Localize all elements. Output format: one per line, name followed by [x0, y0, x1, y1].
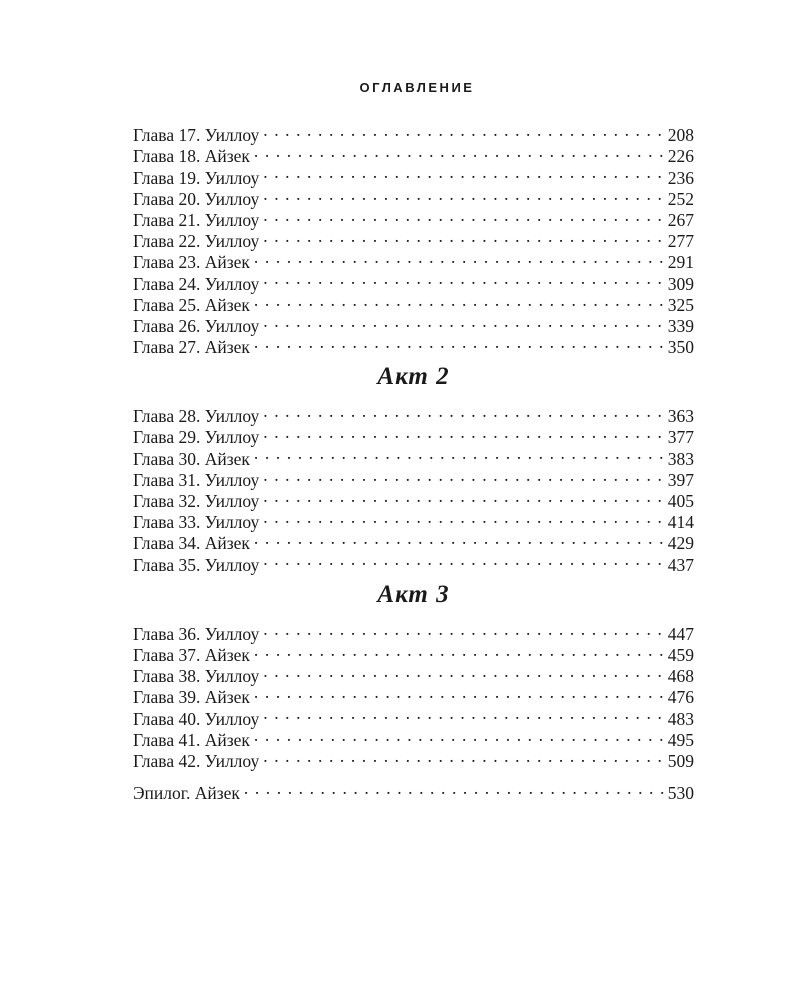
- toc-entry-label: Глава 34. Айзек: [133, 533, 250, 554]
- dot-leader: [254, 247, 664, 268]
- toc-entry-label: Глава 41. Айзек: [133, 729, 250, 750]
- dot-leader: [254, 443, 664, 464]
- dot-leader: [263, 661, 664, 682]
- toc-entry-page: 350: [667, 337, 694, 358]
- dot-leader: [254, 640, 664, 661]
- dot-leader: [244, 778, 664, 799]
- toc-entry-page: 339: [667, 315, 694, 336]
- toc-section-part-1: [133, 120, 694, 358]
- toc-entry-page: 267: [667, 209, 694, 230]
- toc-entry-label: Глава 42. Уиллоу: [133, 750, 260, 771]
- toc-entry[interactable]: [133, 120, 694, 146]
- toc-entry-page: 405: [667, 491, 694, 511]
- dot-leader: [263, 120, 664, 141]
- dot-leader: [254, 725, 664, 746]
- toc-entry-label: Глава 25. Айзек: [133, 294, 250, 315]
- toc-entry[interactable]: [133, 619, 694, 644]
- toc-entry-page: 397: [667, 469, 694, 490]
- toc-entry-page: 236: [667, 167, 694, 188]
- dot-leader: [263, 401, 664, 422]
- dot-leader: [254, 332, 664, 353]
- toc-entry-label: Глава 26. Уиллоу: [133, 315, 260, 336]
- dot-leader: [263, 703, 664, 724]
- toc-entry-page: 483: [667, 708, 694, 729]
- toc-entry-label: Глава 21. Уиллоу: [133, 209, 260, 230]
- toc-entry-label: Глава 18. Айзек: [133, 146, 250, 167]
- toc-entry-label: Глава 32. Уиллоу: [133, 491, 260, 511]
- act-heading: Акт 3: [377, 580, 450, 608]
- toc-entry-page: 429: [667, 533, 694, 554]
- toc-entry-page: 476: [667, 687, 694, 708]
- toc-entry-label: Глава 37. Айзек: [133, 644, 250, 665]
- dot-leader: [254, 682, 664, 703]
- dot-leader: [263, 311, 664, 332]
- toc-entry-page: 447: [667, 623, 694, 644]
- toc-entry-label: Глава 33. Уиллоу: [133, 512, 260, 533]
- toc-entry-page: 226: [667, 146, 694, 167]
- page-title: ОГЛАВЛЕНИЕ: [359, 80, 475, 95]
- dot-leader: [263, 549, 664, 570]
- dot-leader: [263, 162, 664, 183]
- dot-leader: [263, 619, 664, 640]
- toc-entry-page: 437: [667, 554, 694, 575]
- toc-entry-label: Глава 29. Уиллоу: [133, 427, 260, 448]
- toc-entry-label: Глава 19. Уиллоу: [133, 167, 260, 188]
- toc-entry-page: 208: [667, 125, 694, 146]
- dot-leader: [263, 205, 664, 226]
- toc-entry-label: Глава 28. Уиллоу: [133, 406, 260, 427]
- dot-leader: [263, 486, 664, 507]
- toc-entry-label: Глава 17. Уиллоу: [133, 125, 260, 146]
- act-heading: Акт 2: [377, 363, 450, 391]
- toc-entry-page: 363: [667, 406, 694, 427]
- dot-leader: [263, 268, 664, 289]
- dot-leader: [263, 465, 664, 486]
- toc-entry-page: 277: [667, 231, 694, 252]
- toc-entry-label: Глава 35. Уиллоу: [133, 554, 260, 575]
- toc-entry-label: Глава 27. Айзек: [133, 337, 250, 358]
- dot-leader: [254, 141, 664, 162]
- toc-entry-label: Глава 39. Айзек: [133, 687, 250, 708]
- toc-entry-page: 291: [667, 252, 694, 273]
- toc-entry-label: Глава 38. Уиллоу: [133, 666, 260, 687]
- toc-entry-page: 530: [667, 783, 694, 804]
- table-of-contents: [133, 120, 694, 804]
- toc-entry-page: 495: [667, 729, 694, 750]
- toc-entry[interactable]: [133, 401, 694, 427]
- toc-entry-label: Глава 40. Уиллоу: [133, 708, 260, 729]
- toc-section-act-2: [133, 353, 694, 575]
- dot-leader: [263, 507, 664, 528]
- toc-entry-label: Глава 30. Айзек: [133, 448, 250, 469]
- toc-entry-page: 383: [667, 448, 694, 469]
- toc-section-act-3: [133, 571, 694, 771]
- dot-leader: [263, 746, 664, 767]
- dot-leader: [263, 184, 664, 205]
- dot-leader: [254, 290, 664, 311]
- toc-entry-page: 459: [667, 644, 694, 665]
- dot-leader: [263, 226, 664, 247]
- toc-entry-page: 309: [667, 273, 694, 294]
- toc-entry-label: Глава 24. Уиллоу: [133, 273, 260, 294]
- toc-entry-label: Глава 22. Уиллоу: [133, 231, 260, 252]
- dot-leader: [263, 422, 664, 443]
- toc-entry-page: 468: [667, 666, 694, 687]
- toc-entry-label: Глава 20. Уиллоу: [133, 188, 260, 209]
- toc-entry-page: 377: [667, 427, 694, 448]
- toc-entry-label: Эпилог. Айзек: [133, 783, 240, 804]
- toc-entry-page: 252: [667, 188, 694, 209]
- dot-leader: [254, 528, 664, 549]
- toc-entry-label: Глава 31. Уиллоу: [133, 469, 260, 490]
- toc-entry-page: 414: [667, 512, 694, 533]
- toc-entry-label: Глава 23. Айзек: [133, 252, 250, 273]
- toc-entry-page: 509: [667, 750, 694, 771]
- toc-entry-epilogue[interactable]: [133, 778, 694, 804]
- toc-entry-page: 325: [667, 294, 694, 315]
- toc-entry-label: Глава 36. Уиллоу: [133, 623, 260, 644]
